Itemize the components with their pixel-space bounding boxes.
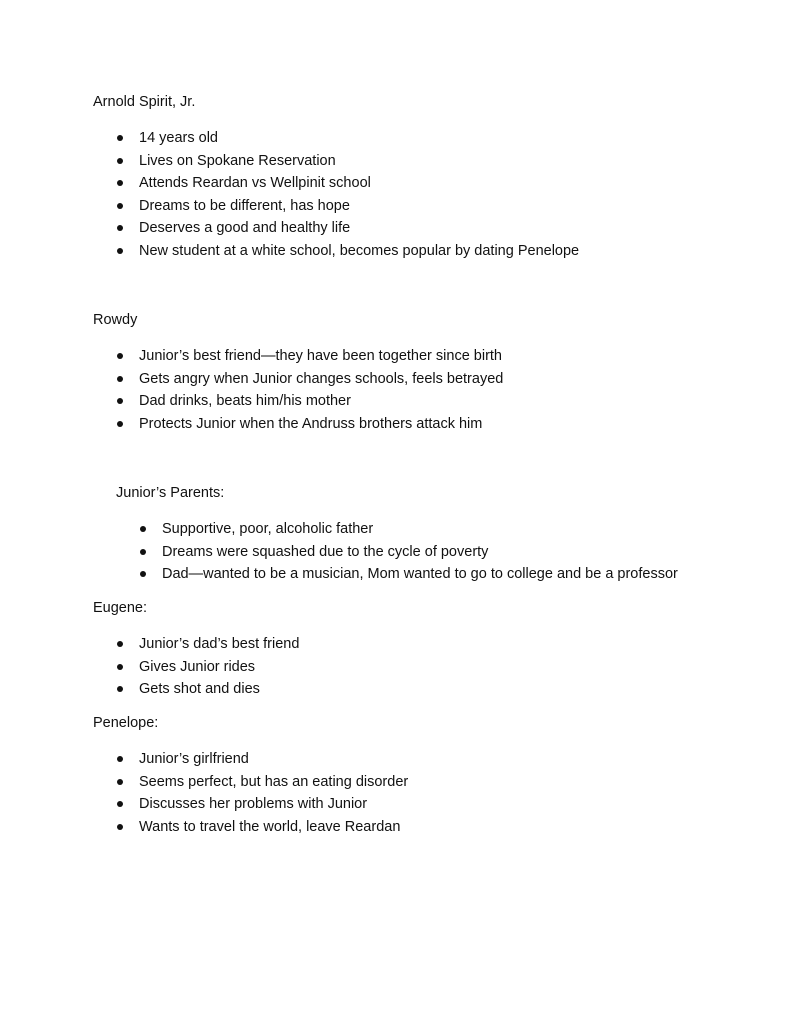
bullet-icon xyxy=(117,248,123,254)
list-item-text: Junior’s best friend—they have been together since birth xyxy=(139,348,502,364)
list-item-text: Gets angry when Junior changes schools, feels betrayed xyxy=(139,370,504,387)
list-item-text: Protects Junior when the Andruss brothers attack him xyxy=(139,415,483,432)
bullet-icon xyxy=(117,779,123,785)
list-item-text: Attends Reardan vs Wellpinit school xyxy=(139,175,371,192)
bullet-icon xyxy=(117,664,123,670)
list-item xyxy=(93,127,773,150)
list-item-text: Seems perfect, but has an eating disorder xyxy=(139,773,409,790)
list-item-text: Deserves a good and healthy life xyxy=(139,220,351,237)
list-item-text: Wants to travel the world, leave Reardan xyxy=(139,818,401,835)
bullet-icon xyxy=(117,398,123,404)
bullet-icon xyxy=(140,571,146,577)
bullet-icon xyxy=(117,421,123,427)
list-item-text: Dreams were squashed due to the cycle of poverty xyxy=(162,543,489,560)
list-item-text: Dad—wanted to be a musician, Mom wanted to go to college and be a professor xyxy=(162,566,678,583)
list-item xyxy=(93,150,773,173)
bullet-icon xyxy=(117,225,123,231)
section-heading: Arnold Spirit, Jr. xyxy=(93,94,196,110)
list-item xyxy=(116,541,791,564)
list-item xyxy=(93,390,773,413)
bullet-list xyxy=(116,518,791,586)
list-item-text: Dreams to be different, has hope xyxy=(139,197,350,214)
section-parents xyxy=(116,483,791,586)
bullet-icon xyxy=(117,756,123,762)
section-heading: Eugene: xyxy=(93,600,148,616)
list-item xyxy=(93,345,773,368)
section-eugene xyxy=(93,598,773,701)
list-item-text: 14 years old xyxy=(139,130,218,146)
list-item xyxy=(116,518,791,541)
section-heading: Junior’s Parents: xyxy=(116,485,225,501)
bullet-icon xyxy=(117,158,123,164)
list-item xyxy=(93,748,773,771)
list-item xyxy=(93,172,773,195)
section-heading: Rowdy xyxy=(93,312,138,328)
bullet-icon xyxy=(117,135,123,141)
section-heading: Penelope: xyxy=(93,715,159,731)
list-item xyxy=(93,413,773,436)
list-item-text: Gets shot and dies xyxy=(139,681,260,698)
list-item-text: Supportive, poor, alcoholic father xyxy=(162,521,374,537)
bullet-icon xyxy=(140,526,146,532)
list-item-text: Junior’s girlfriend xyxy=(139,751,249,767)
bullet-list xyxy=(93,345,773,435)
bullet-list xyxy=(93,127,773,263)
bullet-icon xyxy=(117,180,123,186)
list-item xyxy=(93,656,773,679)
list-item-text: Lives on Spokane Reservation xyxy=(139,152,336,169)
section-arnold xyxy=(93,92,773,263)
section-rowdy xyxy=(93,310,773,435)
list-item-text: Dad drinks, beats him/his mother xyxy=(139,393,351,410)
list-item xyxy=(93,678,773,701)
bullet-icon xyxy=(117,203,123,209)
section-penelope xyxy=(93,713,773,838)
list-item-text: Junior’s dad’s best friend xyxy=(139,636,300,652)
list-item xyxy=(93,633,773,656)
list-item xyxy=(93,816,773,839)
bullet-list xyxy=(93,633,773,701)
bullet-icon xyxy=(117,801,123,807)
list-item xyxy=(93,771,773,794)
bullet-icon xyxy=(117,686,123,692)
bullet-icon xyxy=(117,824,123,830)
bullet-icon xyxy=(117,641,123,647)
list-item xyxy=(93,368,773,391)
list-item-text: Gives Junior rides xyxy=(139,658,256,675)
bullet-icon xyxy=(140,549,146,555)
list-item xyxy=(116,563,791,586)
list-item xyxy=(93,217,773,240)
list-item xyxy=(93,195,773,218)
bullet-list xyxy=(93,748,773,838)
list-item-text: New student at a white school, becomes popular by dating Penelope xyxy=(139,242,580,259)
list-item xyxy=(93,240,773,263)
bullet-icon xyxy=(117,376,123,382)
list-item xyxy=(93,793,773,816)
list-item-text: Discusses her problems with Junior xyxy=(139,796,368,813)
bullet-icon xyxy=(117,353,123,359)
